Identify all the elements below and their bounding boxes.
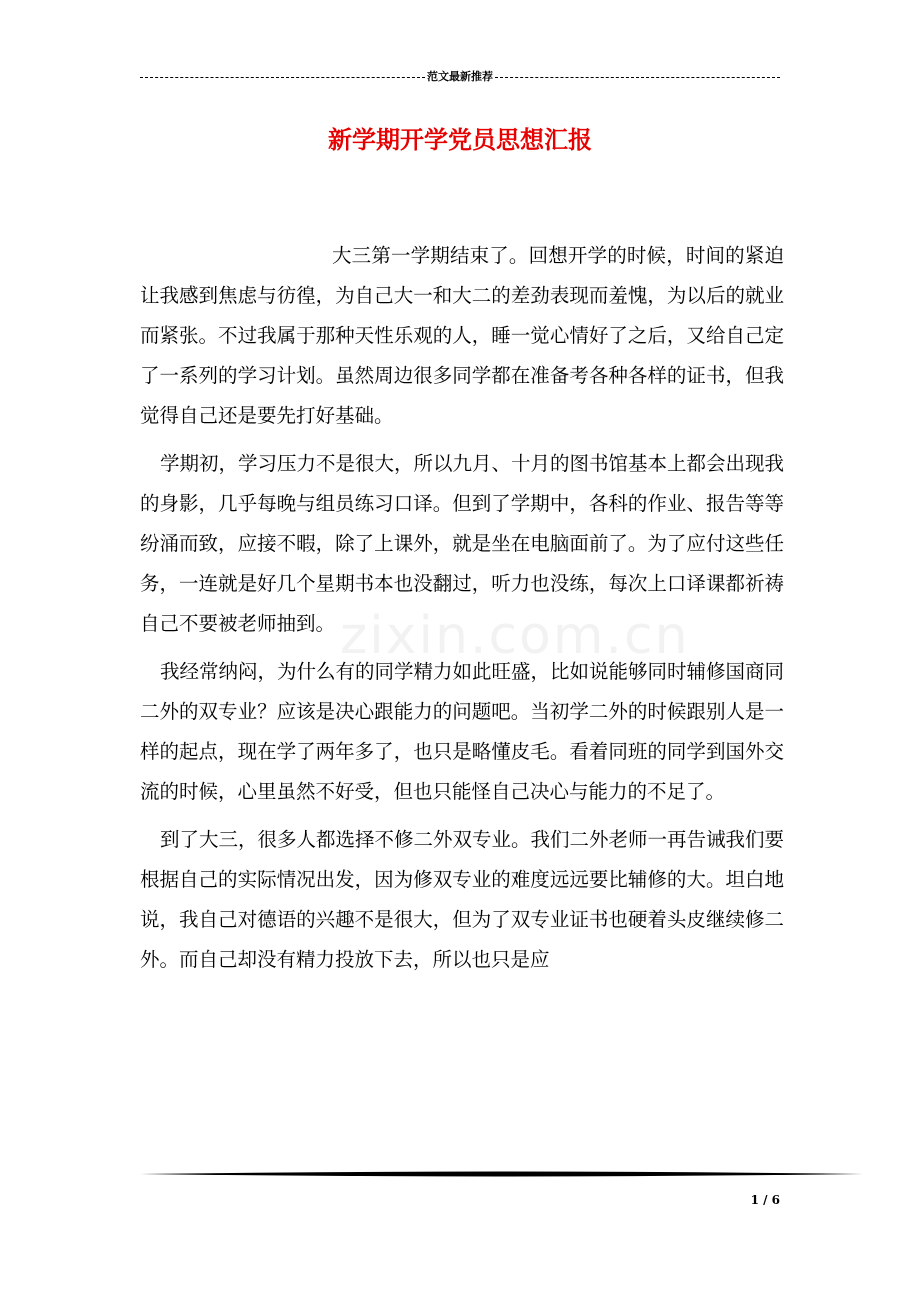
header-dash-right [495,77,780,78]
header-dash-left [140,77,425,78]
document-title: 新学期开学党员思想汇报 [328,125,592,154]
paragraph-1: 大三第一学期结束了。回想开学的时候，时间的紧迫让我感到焦虑与彷徨，为自己大一和大二的差劲表现而羞愧，为以后的就业而紧张。不过我属于那种天性乐观的人，睡一觉心情好了之后，又给自己定了一系列的学习计划。虽然周边很多同学都在准备考各种各样的证书，但我觉得自己还是要先打好基础。 [140,244,784,427]
page-number: 1 / 6 [750,1193,780,1207]
watermark: zixin.com.cn [340,606,690,666]
paragraph-4: 到了大三，很多人都选择不修二外双专业。我们二外老师一再告诫我们要根据自己的实际情况出发，因为修双专业的难度远远要比辅修的大。坦白地说，我自己对德语的兴趣不是很大，但为了双专业证书也硬着头皮继续修二外。而自己却没有精力投放下去，所以也只是应 [140,828,785,971]
paragraph-2: 学期初，学习压力不是很大，所以九月、十月的图书馆基本上都会出现我的身影，几乎每晚与组员练习口译。但到了学期中，各科的作业、报告等等纷涌而致，应接不暇，除了上课外，就是坐在电脑面前了。为了应付这些任务，一连就是好几个星期书本也没翻过，听力也没练，每次上口译课都祈祷自己不要被老师抽到。 [140,452,785,635]
footer-rule [140,1171,863,1177]
paragraph-3: 我经常纳闷，为什么有的同学精力如此旺盛，比如说能够同时辅修国商同二外的双专业？应该是决心跟能力的问题吧。当初学二外的时候跟别人是一样的起点，现在学了两年多了，也只是略懂皮毛。看着同班的同学到国外交流的时候，心里虽然不好受，但也只能怪自己决心与能力的不足了。 [140,660,785,803]
header-rule [140,68,780,86]
header-label: 范文最新推荐 [427,70,493,83]
document-body [140,236,784,980]
